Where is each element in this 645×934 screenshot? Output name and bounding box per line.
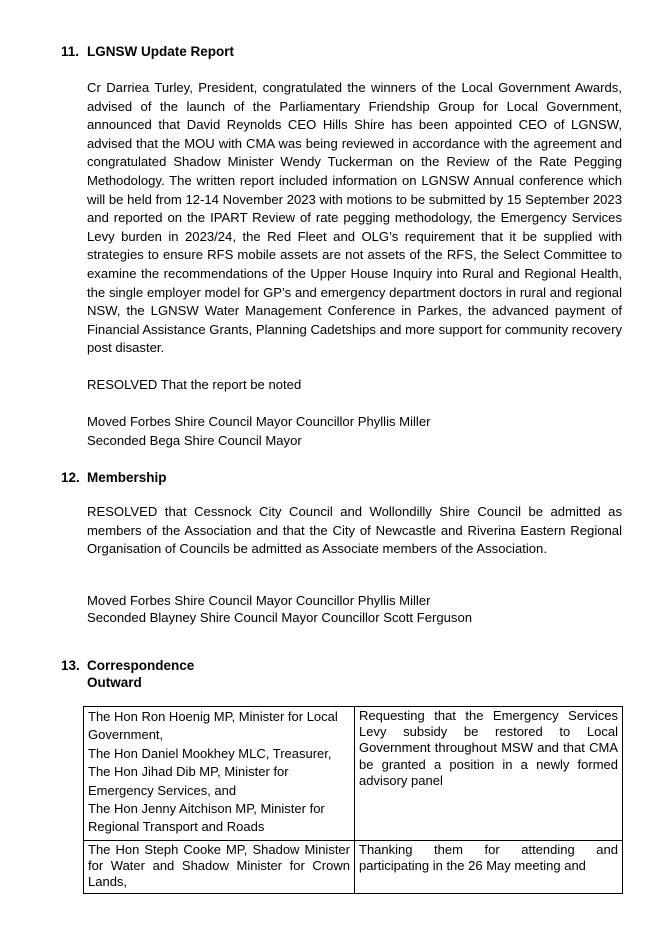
section-11-heading [61, 44, 234, 59]
section-12-heading [61, 470, 167, 485]
recipient: The Hon Jenny Aitchison MP, Minister for Regional Transport and Roads [88, 801, 325, 835]
recipient: The Hon Steph Cooke MP, Shadow Minister for Water and Shadow Minister for Crown Lands, [88, 841, 350, 890]
recipients-cell [84, 707, 355, 841]
recipient: The Hon Jihad Dib MP, Minister for Emergency Services, and [88, 764, 289, 798]
section-11-resolved: RESOLVED That the report be noted [87, 377, 302, 392]
section-11-title: LGNSW Update Report [87, 44, 234, 59]
correspondence-table [83, 706, 623, 894]
section-13-heading [61, 658, 194, 673]
table-row [84, 707, 623, 841]
section-11-number: 11. [61, 44, 80, 59]
section-11-body: Cr Darriea Turley, President, congratulated the winners of the Local Government Awards, advised of the launch of the Parliamentary Friendship Group for Local Government, announced that David Reynolds CEO Hills Shire has been appointed CEO of LGNSW, advised that the MOU with CMA was being reviewed in accordance with the agreement and congratulated Shadow Minister Wendy Tuckerman on the Review of the Rate Pegging Methodology. The written report included information on LGNSW Annual conference which will be held from 12-14 November 2023 with motions to be submitted by 15 September 2023 and reported on the IPART Review of rate pegging methodology, the Emergency Services Levy burden in 2023/24, the Red Fleet and OLG’s requirement that it be supplied with strategies to ensure RFS mobile assets are not assets of the RFS, the Select Committee to examine the recommendations of the Upper House Inquiry into Rural and Regional Health, the single employer model for GP’s and emergency department doctors in rural and regional NSW, the LGNSW Water Management Conference in Parkes, the advanced payment of Financial Assistance Grants, Planning Cadetships and more support for community recovery post disaster. [87, 80, 622, 356]
table-row [84, 840, 623, 894]
subject-cell: Requesting that the Emergency Services Levy subsidy be restored to Local Government throughout MSW and that CMA be granted a position in a newly formed advisory panel [355, 707, 623, 841]
section-12-number: 12. [61, 470, 80, 485]
section-13-subtitle: Outward [87, 675, 142, 690]
section-13-title: Correspondence [87, 658, 195, 673]
recipient: The Hon Ron Hoenig MP, Minister for Local Government, [88, 709, 338, 743]
section-12-moved: Moved Forbes Shire Council Mayor Councillor Phyllis Miller [87, 593, 431, 608]
section-13-number: 13. [61, 658, 80, 673]
section-12-title: Membership [87, 470, 167, 485]
section-11-moved: Moved Forbes Shire Council Mayor Councillor Phyllis Miller [87, 414, 431, 429]
section-11-seconded: Seconded Bega Shire Council Mayor [87, 433, 302, 448]
recipient: The Hon Daniel Mookhey MLC, Treasurer, [88, 745, 332, 761]
recipients-cell [84, 840, 355, 894]
section-12-seconded: Seconded Blayney Shire Council Mayor Councillor Scott Ferguson [87, 610, 473, 625]
subject-cell: Thanking them for attending and participating in the 26 May meeting and [355, 840, 623, 894]
section-12-body: RESOLVED that Cessnock City Council and Wollondilly Shire Council be admitted as members of the Association and that the City of Newcastle and Riverina Eastern Regional Organisation of Councils be admitted as Associate members of the Association. [87, 504, 622, 557]
